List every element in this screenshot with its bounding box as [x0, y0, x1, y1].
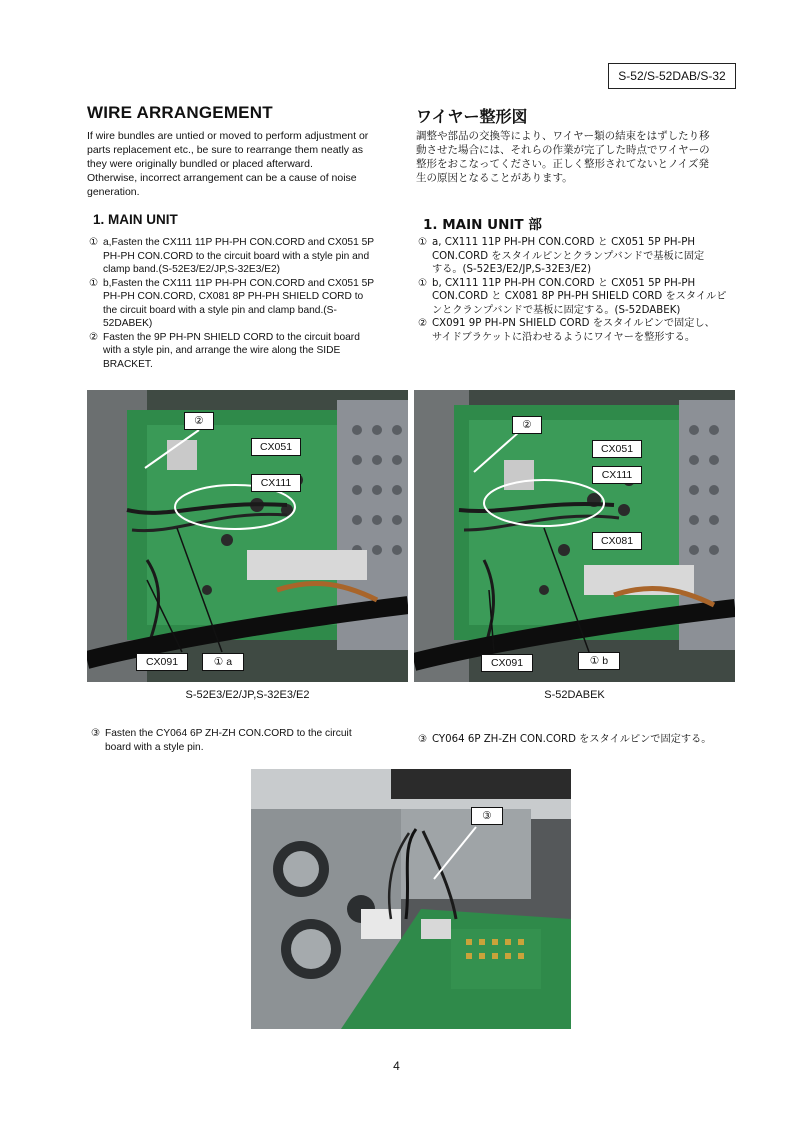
label-cx081: CX081 — [592, 532, 642, 550]
step-line: 52DABEK) — [103, 318, 153, 329]
jp-intro-line: 調整や部品の交換等により、ワイヤー類の結束をはずしたり移 — [416, 130, 710, 142]
label-circle-1b: ① b — [578, 652, 620, 670]
jp-intro-line: 生の原因となることがあります。 — [416, 172, 573, 184]
label-cx111: CX111 — [592, 466, 642, 484]
photo2-caption: S-52DABEK — [544, 689, 605, 701]
step-number: ③ — [418, 734, 428, 745]
step-number: ① — [418, 237, 428, 248]
step-number: ① — [89, 237, 99, 248]
photo-main-unit-e3 — [87, 390, 408, 682]
step-number: ① — [89, 277, 99, 289]
en-step-1a — [89, 236, 407, 277]
step-line: CY064 6P ZH-ZH CON.CORD をスタイルピンで固定する。 — [432, 734, 712, 745]
en-intro — [87, 129, 407, 199]
step-line: CON.CORD と CX081 8P PH-PH SHIELD CORD をスタイルピ — [432, 291, 727, 302]
jp-title: ワイヤー整形図 — [416, 107, 528, 126]
label-cx091: CX091 — [136, 653, 188, 671]
jp-intro — [416, 129, 746, 185]
jp-section-heading: 1. MAIN UNIT 部 — [423, 217, 542, 233]
en-steps — [89, 236, 407, 371]
jp-intro-line: 整形をおこなってください。正しく整形されてないとノイズ発 — [416, 158, 709, 170]
model-number-box: S-52/S-52DAB/S-32 — [608, 63, 736, 89]
step-line: する。(S-52E3/E2/JP,S-32E3/E2) — [432, 264, 592, 275]
step-line: ンとクランプバンドで基板に固定する。(S-52DABEK) — [432, 304, 681, 316]
en-intro-line: they were originally bundled or placed afterward. — [87, 158, 313, 170]
label-cx051: CX051 — [592, 440, 642, 458]
jp-intro-line: 動させた場合には、それらの作業が完了した時点でワイヤーの — [416, 144, 710, 156]
page-number: 4 — [393, 1059, 400, 1073]
jp-step-1b — [418, 277, 740, 318]
en-intro-line: generation. — [87, 186, 140, 198]
step-line: CX091 9P PH-PN SHIELD CORD をスタイルピンで固定し、 — [432, 318, 715, 329]
step-line: BRACKET. — [103, 358, 153, 370]
step-line: PH-PH CON.CORD to the circuit board with a style pin and — [103, 250, 370, 262]
jp-step-2 — [418, 317, 740, 344]
label-circle-3: ③ — [471, 807, 503, 825]
step-number: ① — [418, 277, 428, 289]
en-step-3 — [91, 727, 401, 754]
step-number: ③ — [91, 728, 101, 739]
label-circle-2: ② — [184, 412, 214, 430]
step-line: b, CX111 11P PH-PH CON.CORD と CX051 5P PH-PH — [432, 277, 696, 289]
jp-steps — [418, 236, 740, 344]
circuit-board-photo — [87, 390, 408, 682]
en-intro-line: If wire bundles are untied or moved to perform adjustment or — [87, 130, 369, 142]
en-title: WIRE ARRANGEMENT — [87, 103, 273, 122]
label-cx091: CX091 — [481, 654, 533, 672]
photo-main-unit-dab — [414, 390, 735, 682]
step-number: ② — [89, 331, 99, 343]
chassis-photo — [251, 769, 571, 1029]
step-line: サイドブラケットに沿わせるようにワイヤーを整形する。 — [432, 331, 696, 343]
label-cx111: CX111 — [251, 474, 301, 492]
step-number: ② — [418, 318, 428, 329]
en-step-2 — [89, 331, 407, 372]
jp-step-1a — [418, 236, 740, 277]
en-intro-line: parts replacement etc., be sure to rearrange them neatly as — [87, 144, 364, 156]
en-intro-line: Otherwise, incorrect arrangement can be a cause of noise — [87, 172, 357, 184]
circuit-board-photo — [414, 390, 735, 682]
step-line: board with a style pin. — [105, 741, 204, 753]
photo-cy064 — [251, 769, 571, 1029]
en-step-1b — [89, 277, 407, 331]
en-section-heading: 1. MAIN UNIT — [93, 212, 178, 227]
step-line: a, CX111 11P PH-PH CON.CORD と CX051 5P PH-PH — [432, 237, 695, 248]
label-cx051: CX051 — [251, 438, 301, 456]
step-line: the circuit board with a style pin and clamp band.(S- — [103, 304, 337, 316]
photo1-caption: S-52E3/E2/JP,S-32E3/E2 — [185, 689, 310, 701]
step-line: with a style pin, and arrange the wire along the SIDE — [103, 345, 341, 356]
step-line: Fasten the CY064 6P ZH-ZH CON.CORD to the circuit — [105, 728, 352, 739]
step-line: Fasten the 9P PH-PN SHIELD CORD to the circuit board — [103, 331, 360, 343]
step-line: b,Fasten the CX111 11P PH-PH CON.CORD and CX051 5P — [103, 277, 375, 289]
step-line: clamp band.(S-52E3/E2/JP,S-32E3/E2) — [103, 264, 281, 275]
step-line: a,Fasten the CX111 11P PH-PH CON.CORD and CX051 5P — [103, 237, 375, 248]
label-circle-1a: ① a — [202, 653, 244, 671]
step-line: PH-PH CON.CORD, CX081 8P PH-PH SHIELD CORD to — [103, 291, 364, 302]
jp-step-3 — [418, 733, 738, 747]
step-line: CON.CORD をスタイルピンとクランプバンドで基板に固定 — [432, 250, 705, 262]
label-circle-2: ② — [512, 416, 542, 434]
